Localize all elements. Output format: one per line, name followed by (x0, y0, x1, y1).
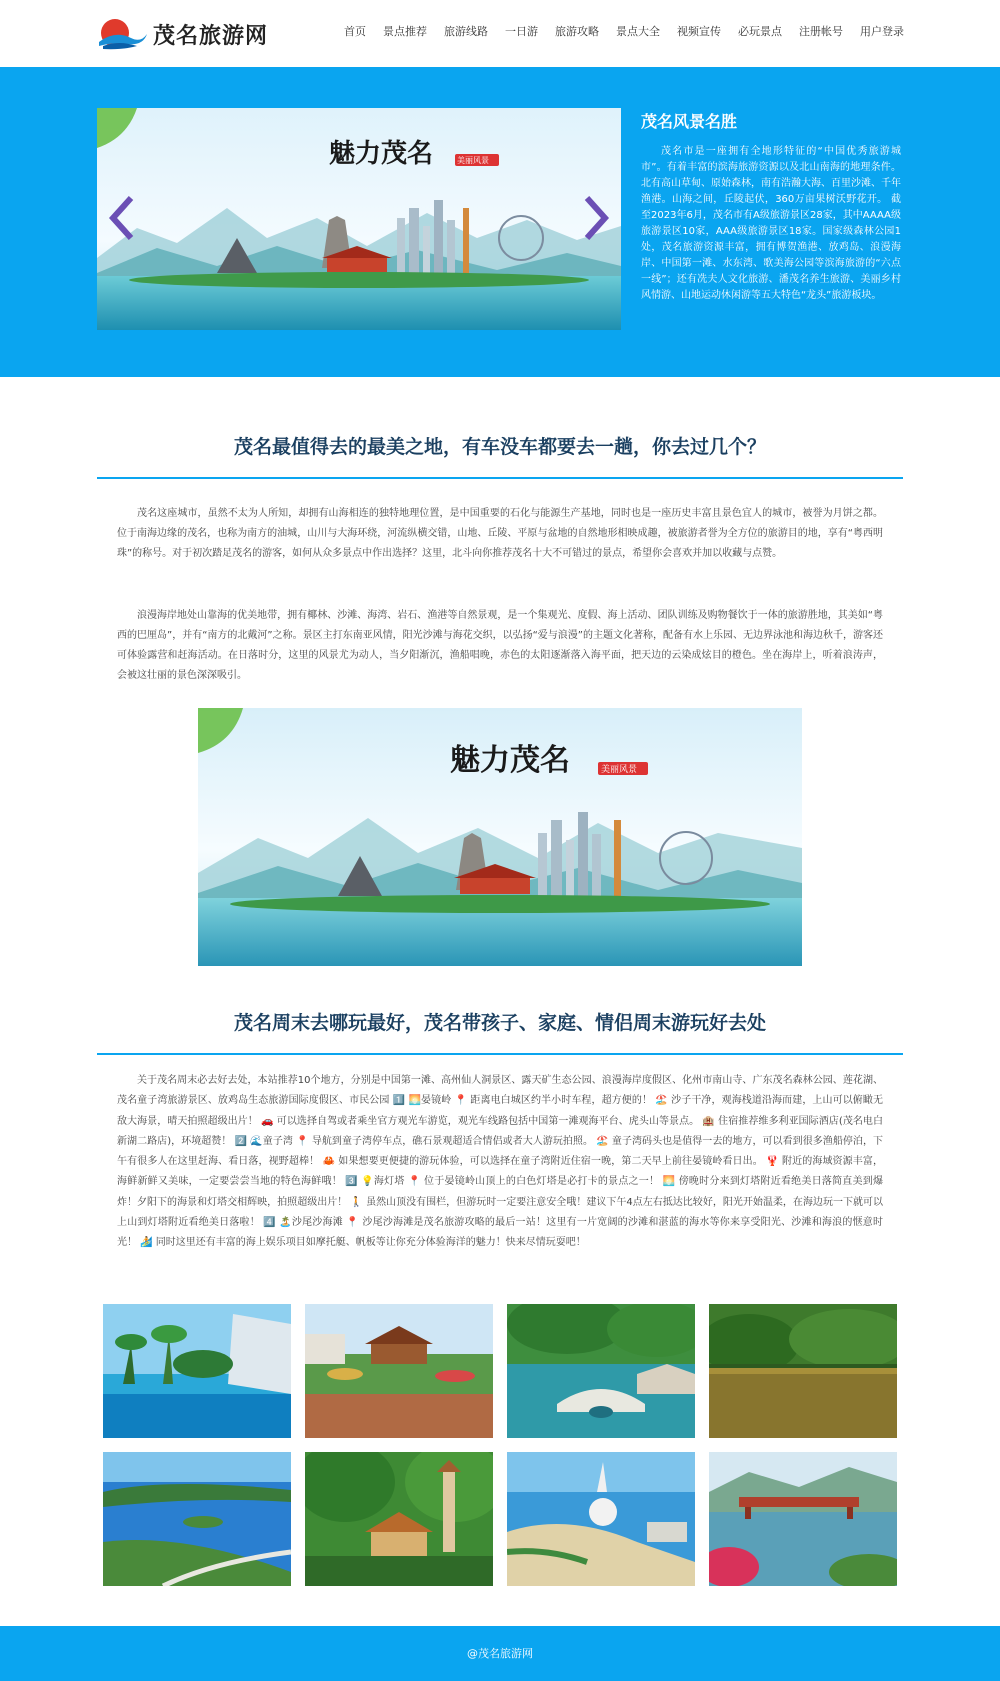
footer-text: @茂名旅游网 (467, 1647, 533, 1660)
lake-forest-photo[interactable] (709, 1304, 897, 1438)
logo-text: 茂名旅游网 (153, 23, 269, 49)
nav-travel-guide[interactable]: 旅游攻略 (555, 25, 599, 38)
article-banner-image (198, 708, 802, 966)
hero-intro (641, 109, 901, 304)
article-banner-badge: 美丽风景 (601, 765, 638, 775)
hero-banner-image (97, 108, 621, 330)
nav-must-visit[interactable]: 必玩景点 (738, 25, 782, 38)
hero-title: 茂名风景名胜 (641, 112, 738, 131)
section1-divider (97, 477, 903, 479)
article-banner-title: 魅力茂名 (450, 743, 570, 778)
nav-videos[interactable]: 视频宣传 (677, 25, 721, 38)
site-footer (0, 1626, 1000, 1681)
nav-day-trip[interactable]: 一日游 (505, 25, 538, 38)
beach-aerial-photo[interactable] (507, 1452, 695, 1586)
garden-bridge-photo[interactable] (507, 1304, 695, 1438)
pavilion-park-photo[interactable] (305, 1304, 493, 1438)
slider-next-icon[interactable] (583, 196, 609, 240)
section1-title: 茂名最值得去的最美之地，有车没车都要去一趟，你去过几个？ (233, 436, 766, 458)
nav-travel-routes[interactable]: 旅游线路 (444, 25, 488, 38)
nav-register[interactable]: 注册帐号 (799, 25, 843, 38)
section1-paragraph-2: 浪漫海岸地处山靠海的优美地带，拥有椰林、沙滩、海湾、岩石、渔港等自然景观，是一个集观光、度假、海上活动、团队训练及购物餐饮于一体的旅游胜地，其美如“粤西的巴厘岛”，并有“南方的北戴河”之称。景区主打东南亚风情，阳光沙滩与海花交织，以弘扬“爱与浪漫”的主题文化著称，配备有水上乐园、无边界泳池和海边秋千，游客还可体验露营和赶海活动。在日落时分，这里的风景尤为动人，当夕阳渐沉，渔船唱晚，赤色的太阳逐渐落入海平面，把天边的云染成炫目的橙色。坐在海岸上，听着浪涛声，会被这壮丽的景色深深吸引。 (117, 610, 883, 681)
main-nav (327, 23, 904, 39)
hero-section (0, 67, 1000, 377)
river-bridge-photo[interactable] (709, 1452, 897, 1586)
logo-icon (97, 16, 149, 52)
section2-title: 茂名周末去哪玩最好，茂名带孩子、家庭、情侣周末游玩好去处 (233, 1012, 766, 1034)
site-logo[interactable] (97, 16, 268, 52)
site-header (0, 0, 1000, 67)
section2-paragraph-1: 关于茂名周末必去好去处，本站推荐10个地方，分别是中国第一滩、高州仙人洞景区、露天矿生态公园、浪漫海岸度假区、化州市南山寺、广东茂名森林公园、莲花湖、茂名童子湾旅游景区、放鸡岛生态旅游国际度假区、市民公园 1️⃣ 🌅晏镜岭 📍 距离电白城区约半小时车程，超方便的！ 🏖️ 沙子干净，观海栈道沿海而建，上山可以俯瞰无敌大海景，晴天拍照超级出片！ 🚗 可以选择自驾或者乘坐官方观光车游览，观光车线路包括中国第一滩观海平台、虎头山等景点。 🏨 住宿推荐维多利亚国际酒店(茂名电白新湖二路店)，环境超赞！ 2️⃣ 🌊童子湾 📍 导航到童子湾停车点，礁石景观超适合情侣或者大人游玩拍照。 🏖️ 童子湾码头也是值得一去的地方，可以看到很多渔船停泊，下午有很多人在这里赶海、看日落，视野超棒！ 🦀 如果想要更便捷的游玩体验，可以选择在童子湾附近住宿一晚，第二天早上前往晏镜岭看日出。 🦞 附近的海域资源丰富，海鲜新鲜又美味，一定要尝尝当地的特色海鲜哦！ 3️⃣ 💡海灯塔 📍 位于晏镜岭山顶上的白色灯塔是必打卡的景点之一！ 🌅 傍晚时分来到灯塔附近看绝美日落简直美到爆炸！夕阳下的海景和灯塔交相辉映，拍照超级出片！ 🚶 虽然山顶没有围栏，但游玩时一定要注意安全哦！建议下午4点左右抵达比较好，阳光开始温柔，在海边玩一下就可以上山到灯塔附近看绝美日落啦！ 4️⃣ 🏝️沙尾沙海滩 📍 沙尾沙海滩是茂名旅游攻略的最后一站！这里有一片宽阔的沙滩和湛蓝的海水等你来享受阳光、沙滩和海浪的惬意时光！ 🏄 同时这里还有丰富的海上娱乐项目如摩托艇、帆板等让你充分体验海洋的魅力！快来尽情玩耍吧！ (117, 1075, 883, 1249)
hero-body: 茂名市是一座拥有全地形特征的“中国优秀旅游城市”。有着丰富的滨海旅游资源以及北山南海的地理条件。北有高山草甸、原始森林，南有浩瀚大海、百里沙滩、千年渔港。山海之间，丘陵起伏，360万亩果树沃野花开。 截至2023年6月，茂名市有A级旅游景区28家，其中AAAA级旅游景区10家，AAA级旅游景区18家。国家级森林公园1处，茂名旅游资源丰富，拥有博贺渔港、放鸡岛、浪漫海岸、中国第一滩、水东湾、歌美海公园等滨海旅游的“六点一线”；还有冼夫人文化旅游、潘茂名养生旅游、美丽乡村风情游、山地运动休闲游等五大特色“龙头”旅游板块。 (641, 146, 901, 301)
pagoda-temple-photo[interactable] (305, 1452, 493, 1586)
nav-recommended-spots[interactable]: 景点推荐 (383, 25, 427, 38)
hero-slider[interactable] (97, 108, 621, 330)
banner-title-text: 魅力茂名 (329, 139, 434, 169)
photo-gallery (103, 1304, 897, 1586)
section1-paragraph-1: 茂名这座城市，虽然不太为人所知，却拥有山海相连的独特地理位置，是中国重要的石化与能源生产基地，同时也是一座历史丰富且景色宜人的城市，被誉为月饼之都。位于南海边缘的茂名，也称为南方的油城，山川与大海环绕，河流纵横交错，山地、丘陵、平原与盆地的自然地形相映成趣，被旅游者誉为全方位的旅游目的地，享有“粤西明珠”的称号。对于初次踏足茂名的游客，如何从众多景点中作出选择？这里，北斗向你推荐茂名十大不可错过的景点，希望你会喜欢并加以收藏与点赞。 (117, 508, 883, 559)
reservoir-aerial-photo[interactable] (103, 1452, 291, 1586)
nav-home[interactable]: 首页 (344, 25, 366, 38)
section2-divider (97, 1053, 903, 1055)
banner-badge-text: 美丽风景 (457, 156, 489, 165)
nav-login[interactable]: 用户登录 (860, 25, 904, 38)
resort-pool-photo[interactable] (103, 1304, 291, 1438)
slider-prev-icon[interactable] (109, 196, 135, 240)
nav-all-spots[interactable]: 景点大全 (616, 25, 660, 38)
